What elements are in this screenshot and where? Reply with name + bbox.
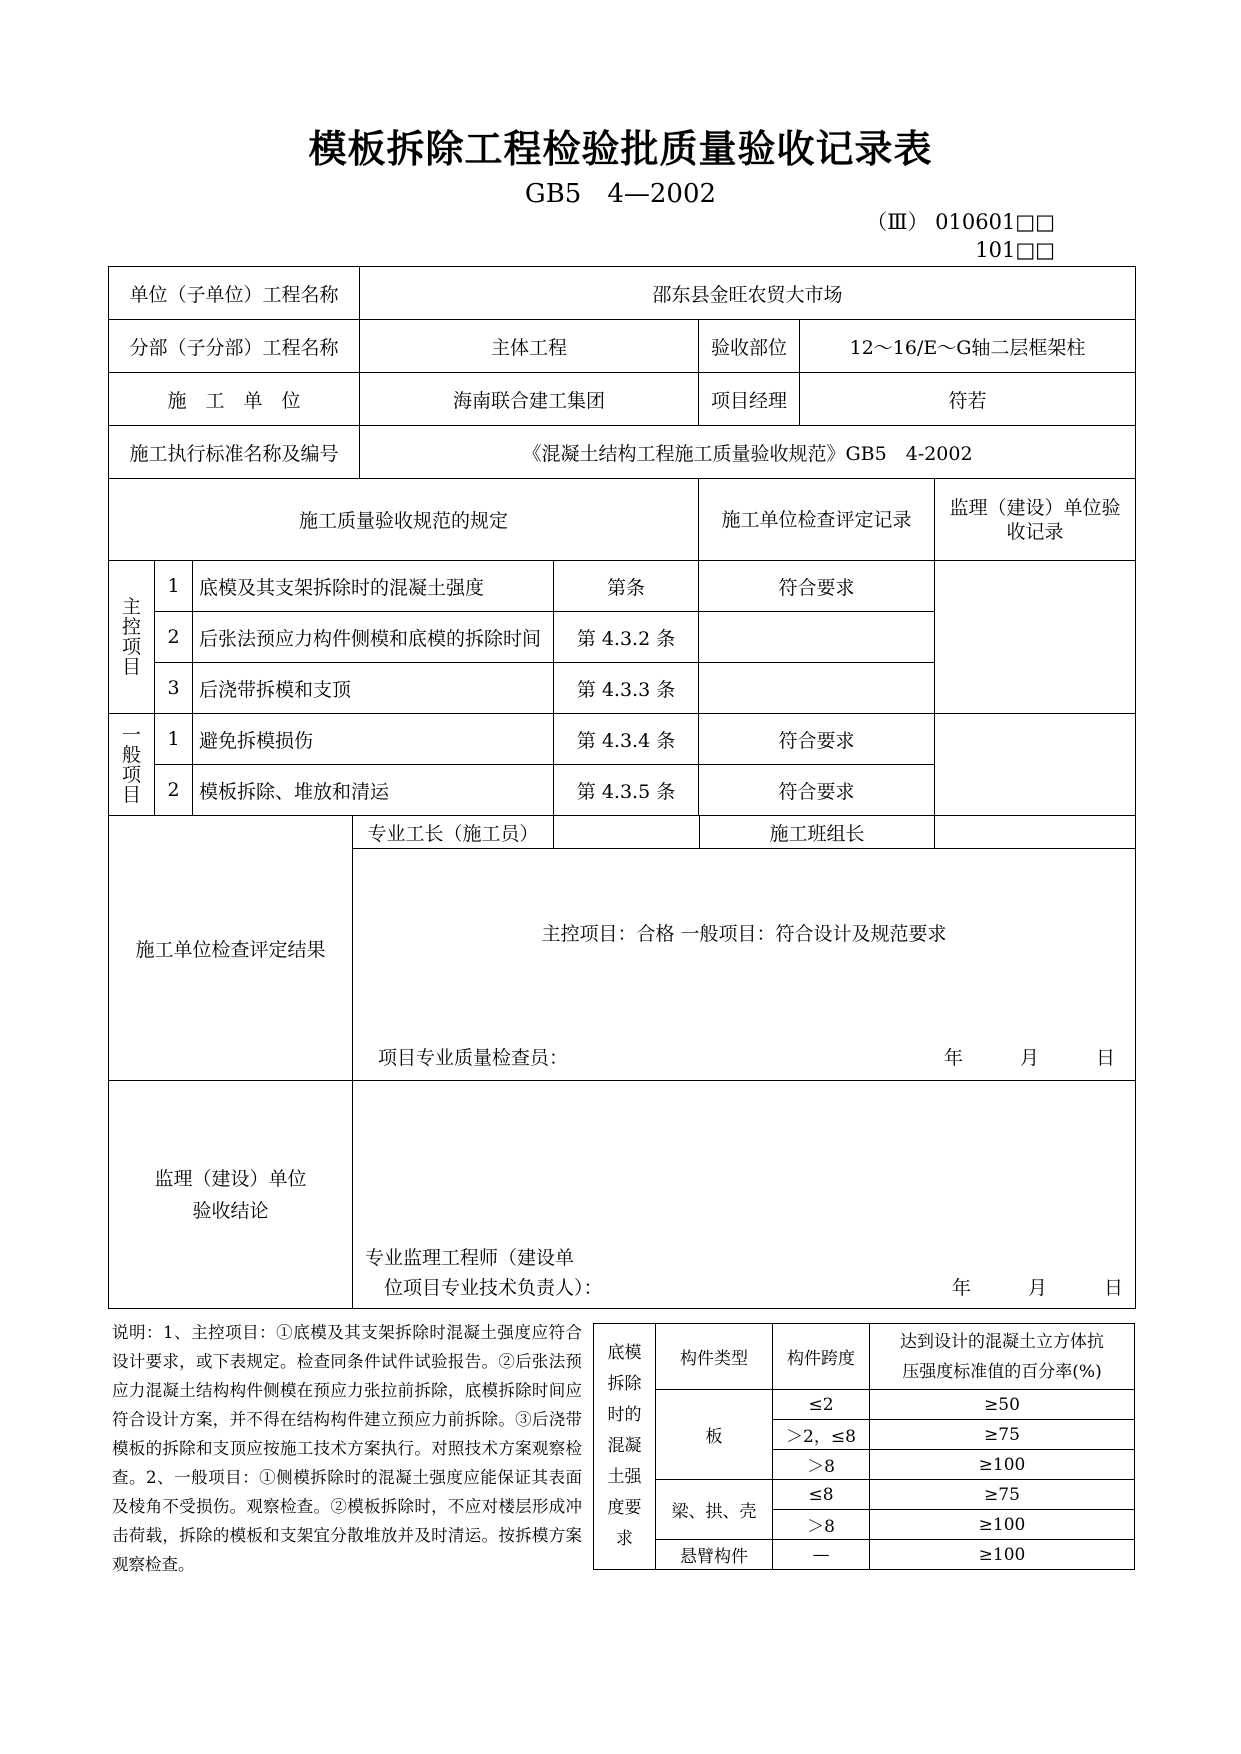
cure-col-pct: 达到设计的混凝土立方体抗 压强度标准值的百分率(%) <box>870 1324 1135 1390</box>
main-items-supervisor-cell <box>935 561 1136 714</box>
sub-project-label: 分部（子分部）工程名称 <box>109 320 360 373</box>
cure-pct: ≥100 <box>870 1540 1135 1570</box>
main-item-clause: 第 4.3.2 条 <box>554 612 699 663</box>
main-item-clause: 第条 <box>554 561 699 612</box>
main-item-no: 2 <box>155 612 193 663</box>
supervisor-engineer-line1: 专业监理工程师（建设单 <box>365 1247 575 1269</box>
general-item-no: 2 <box>155 765 193 816</box>
standard-label: 施工执行标准名称及编号 <box>109 426 360 479</box>
project-manager-label: 项目经理 <box>699 373 800 426</box>
general-item-no: 1 <box>155 714 193 765</box>
cure-span: — <box>773 1540 870 1570</box>
cure-pct: ≥75 <box>870 1480 1135 1510</box>
main-item-result <box>699 612 935 663</box>
team-leader-value <box>935 816 1136 849</box>
main-item-clause: 第 4.3.3 条 <box>554 663 699 714</box>
general-item-result: 符合要求 <box>699 714 935 765</box>
inspection-table <box>108 266 1136 1309</box>
general-item-clause: 第 4.3.4 条 <box>554 714 699 765</box>
cure-cantilever-label: 悬臂构件 <box>656 1540 773 1570</box>
cure-col-type: 构件类型 <box>656 1324 773 1390</box>
cure-pct: ≥75 <box>870 1420 1135 1450</box>
supervisor-column-header: 监理（建设）单位验收记录 <box>935 479 1136 561</box>
form-code-line1: （Ⅲ） 010601□□ <box>866 210 1055 234</box>
general-item-clause: 第 4.3.5 条 <box>554 765 699 816</box>
main-item-no: 1 <box>155 561 193 612</box>
cure-pct: ≥50 <box>870 1390 1135 1420</box>
team-leader-label: 施工班组长 <box>700 816 935 849</box>
cure-span: ＞8 <box>773 1450 870 1480</box>
general-items-group-label: 一般项目 <box>109 714 155 816</box>
cure-pct: ≥100 <box>870 1510 1135 1540</box>
unit-result-content-cell <box>353 849 1136 1081</box>
supervisor-label-line2: 验收结论 <box>192 1199 269 1222</box>
supervisor-result-date: 年 月 日 <box>952 1277 1124 1299</box>
quality-inspector-label: 项目专业质量检查员： <box>378 1047 569 1069</box>
main-item-no: 3 <box>155 663 193 714</box>
main-item-result: 符合要求 <box>699 561 935 612</box>
foreman-value <box>554 816 700 849</box>
cure-table-side-label: 底模拆除时的混凝土强度要求 <box>594 1324 656 1570</box>
unit-result-label: 施工单位检查评定结果 <box>109 816 353 1081</box>
general-items-supervisor-cell <box>935 714 1136 816</box>
main-items-group-label: 主控项目 <box>109 561 155 714</box>
cure-span: ≤2 <box>773 1390 870 1420</box>
unit-result-content: 主控项目：合格 一般项目：符合设计及规范要求 <box>541 923 947 945</box>
spec-column-header: 施工质量验收规范的规定 <box>109 479 699 561</box>
unit-check-column-header: 施工单位检查评定记录 <box>699 479 935 561</box>
sub-project-value: 主体工程 <box>360 320 699 373</box>
main-item-text: 后浇带拆模和支顶 <box>193 663 554 714</box>
general-item-text: 避免拆模损伤 <box>193 714 554 765</box>
page-title: 模板拆除工程检验批质量验收记录表 <box>308 126 933 171</box>
cure-pct: ≥100 <box>870 1450 1135 1480</box>
supervisor-result-label <box>109 1081 353 1309</box>
acceptance-part-label: 验收部位 <box>699 320 800 373</box>
acceptance-part-value: 12～16/E～G轴二层框架柱 <box>800 320 1136 373</box>
standard-value: 《混凝土结构工程施工质量验收规范》GB5 4-2002 <box>360 426 1136 479</box>
project-manager-value: 符若 <box>800 373 1136 426</box>
form-code-line2: 101□□ <box>975 238 1055 262</box>
construction-unit-value: 海南联合建工集团 <box>360 373 699 426</box>
unit-name-value: 邵东县金旺农贸大市场 <box>360 267 1136 320</box>
standard-code: GB5 4—2002 <box>524 179 717 209</box>
cure-span: ＞8 <box>773 1510 870 1540</box>
main-item-text: 后张法预应力构件侧模和底模的拆除时间 <box>193 612 554 663</box>
formwork-removal-strength-table <box>593 1323 1135 1570</box>
unit-result-date: 年 月 日 <box>944 1047 1116 1069</box>
supervisor-result-content-cell <box>353 1081 1136 1309</box>
cure-board-label: 板 <box>656 1390 773 1480</box>
cure-beam-label: 梁、拱、壳 <box>656 1480 773 1540</box>
cure-span: ＞2，≤8 <box>773 1420 870 1450</box>
supervisor-label-line1: 监理（建设）单位 <box>154 1167 307 1190</box>
main-item-text: 底模及其支架拆除时的混凝土强度 <box>193 561 554 612</box>
cure-span: ≤8 <box>773 1480 870 1510</box>
construction-unit-label: 施 工 单 位 <box>109 373 360 426</box>
foreman-label: 专业工长（施工员） <box>353 816 554 849</box>
supervisor-engineer-line2: 位项目专业技术负责人）： <box>365 1277 603 1299</box>
main-item-result <box>699 663 935 714</box>
cure-col-span: 构件跨度 <box>773 1324 870 1390</box>
notes: 说明：1、主控项目：①底模及其支架拆除时混凝土强度应符合设计要求，或下表规定。检查同条件试件试验报告。②后张法预应力混凝土结构构件侧模在预应力张拉前拆除，底模拆除时间应符合设计方案，并不得在结构构件建立预应力前拆除。③后浇带模板的拆除和支顶应按施工技术方案执行。对照技术方案观察检查。2、一般项目：①侧模拆除时的混凝土强度应能保证其表面及棱角不受损伤。观察检查。②模板拆除时，不应对楼层形成冲击荷载，拆除的模板和支架宜分散堆放并及时清运。按拆模方案观察检查。 <box>112 1323 582 1574</box>
unit-name-label: 单位（子单位）工程名称 <box>109 267 360 320</box>
general-item-result: 符合要求 <box>699 765 935 816</box>
general-item-text: 模板拆除、堆放和清运 <box>193 765 554 816</box>
